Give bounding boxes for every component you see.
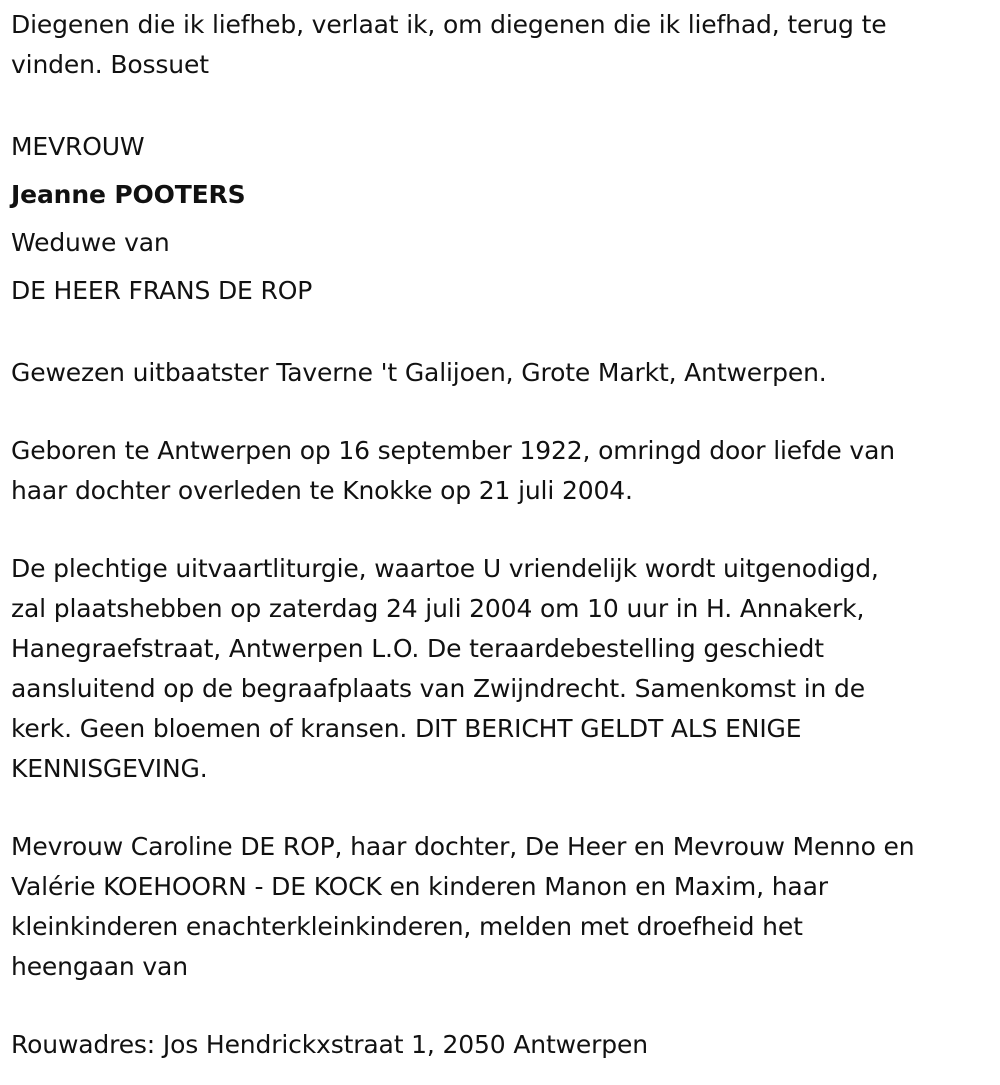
birth-death-paragraph — [11, 431, 996, 511]
birth-death-line: haar dochter overleden te Knokke op 21 juli 2004. — [11, 476, 633, 505]
funeral-line: De plechtige uitvaartliturgie, waartoe U vriendelijk wordt uitgenodigd, — [11, 554, 879, 583]
address-paragraph — [11, 1025, 996, 1065]
relation-text: Weduwe van — [11, 228, 170, 257]
quote-line: Diegenen die ik liefheb, verlaat ik, om diegenen die ik liefhad, terug te — [11, 10, 887, 39]
family-line: kleinkinderen enachterkleinkinderen, melden met droefheid het — [11, 912, 803, 941]
family-line: Mevrouw Caroline DE ROP, haar dochter, De Heer en Mevrouw Menno en — [11, 832, 915, 861]
quote-paragraph — [11, 5, 996, 85]
funeral-line: kerk. Geen bloemen of kransen. DIT BERICHT GELDT ALS ENIGE — [11, 714, 802, 743]
birth-death-line: Geboren te Antwerpen op 16 september 1922, omringd door liefde van — [11, 436, 895, 465]
occupation-paragraph — [11, 353, 996, 393]
funeral-line: aansluitend op de begraafplaats van Zwijndrecht. Samenkomst in de — [11, 674, 865, 703]
funeral-paragraph — [11, 549, 996, 789]
family-paragraph — [11, 827, 996, 987]
honorific-title: MEVROUW — [11, 132, 145, 161]
funeral-line: Hanegraefstraat, Antwerpen L.O. De teraardebestelling geschiedt — [11, 634, 824, 663]
deceased-heading — [11, 123, 996, 315]
family-line: Valérie KOEHOORN - DE KOCK en kinderen Manon en Maxim, haar — [11, 872, 828, 901]
deceased-name: Jeanne POOTERS — [11, 180, 246, 209]
quote-line: vinden. Bossuet — [11, 50, 209, 79]
obituary-document — [11, 5, 996, 1065]
family-line: heengaan van — [11, 952, 188, 981]
funeral-line: KENNISGEVING. — [11, 754, 208, 783]
occupation-line: Gewezen uitbaatster Taverne 't Galijoen, Grote Markt, Antwerpen. — [11, 358, 827, 387]
funeral-line: zal plaatshebben op zaterdag 24 juli 2004 om 10 uur in H. Annakerk, — [11, 594, 865, 623]
spouse-name: DE HEER FRANS DE ROP — [11, 276, 313, 305]
mourning-address: Rouwadres: Jos Hendrickxstraat 1, 2050 Antwerpen — [11, 1030, 648, 1059]
